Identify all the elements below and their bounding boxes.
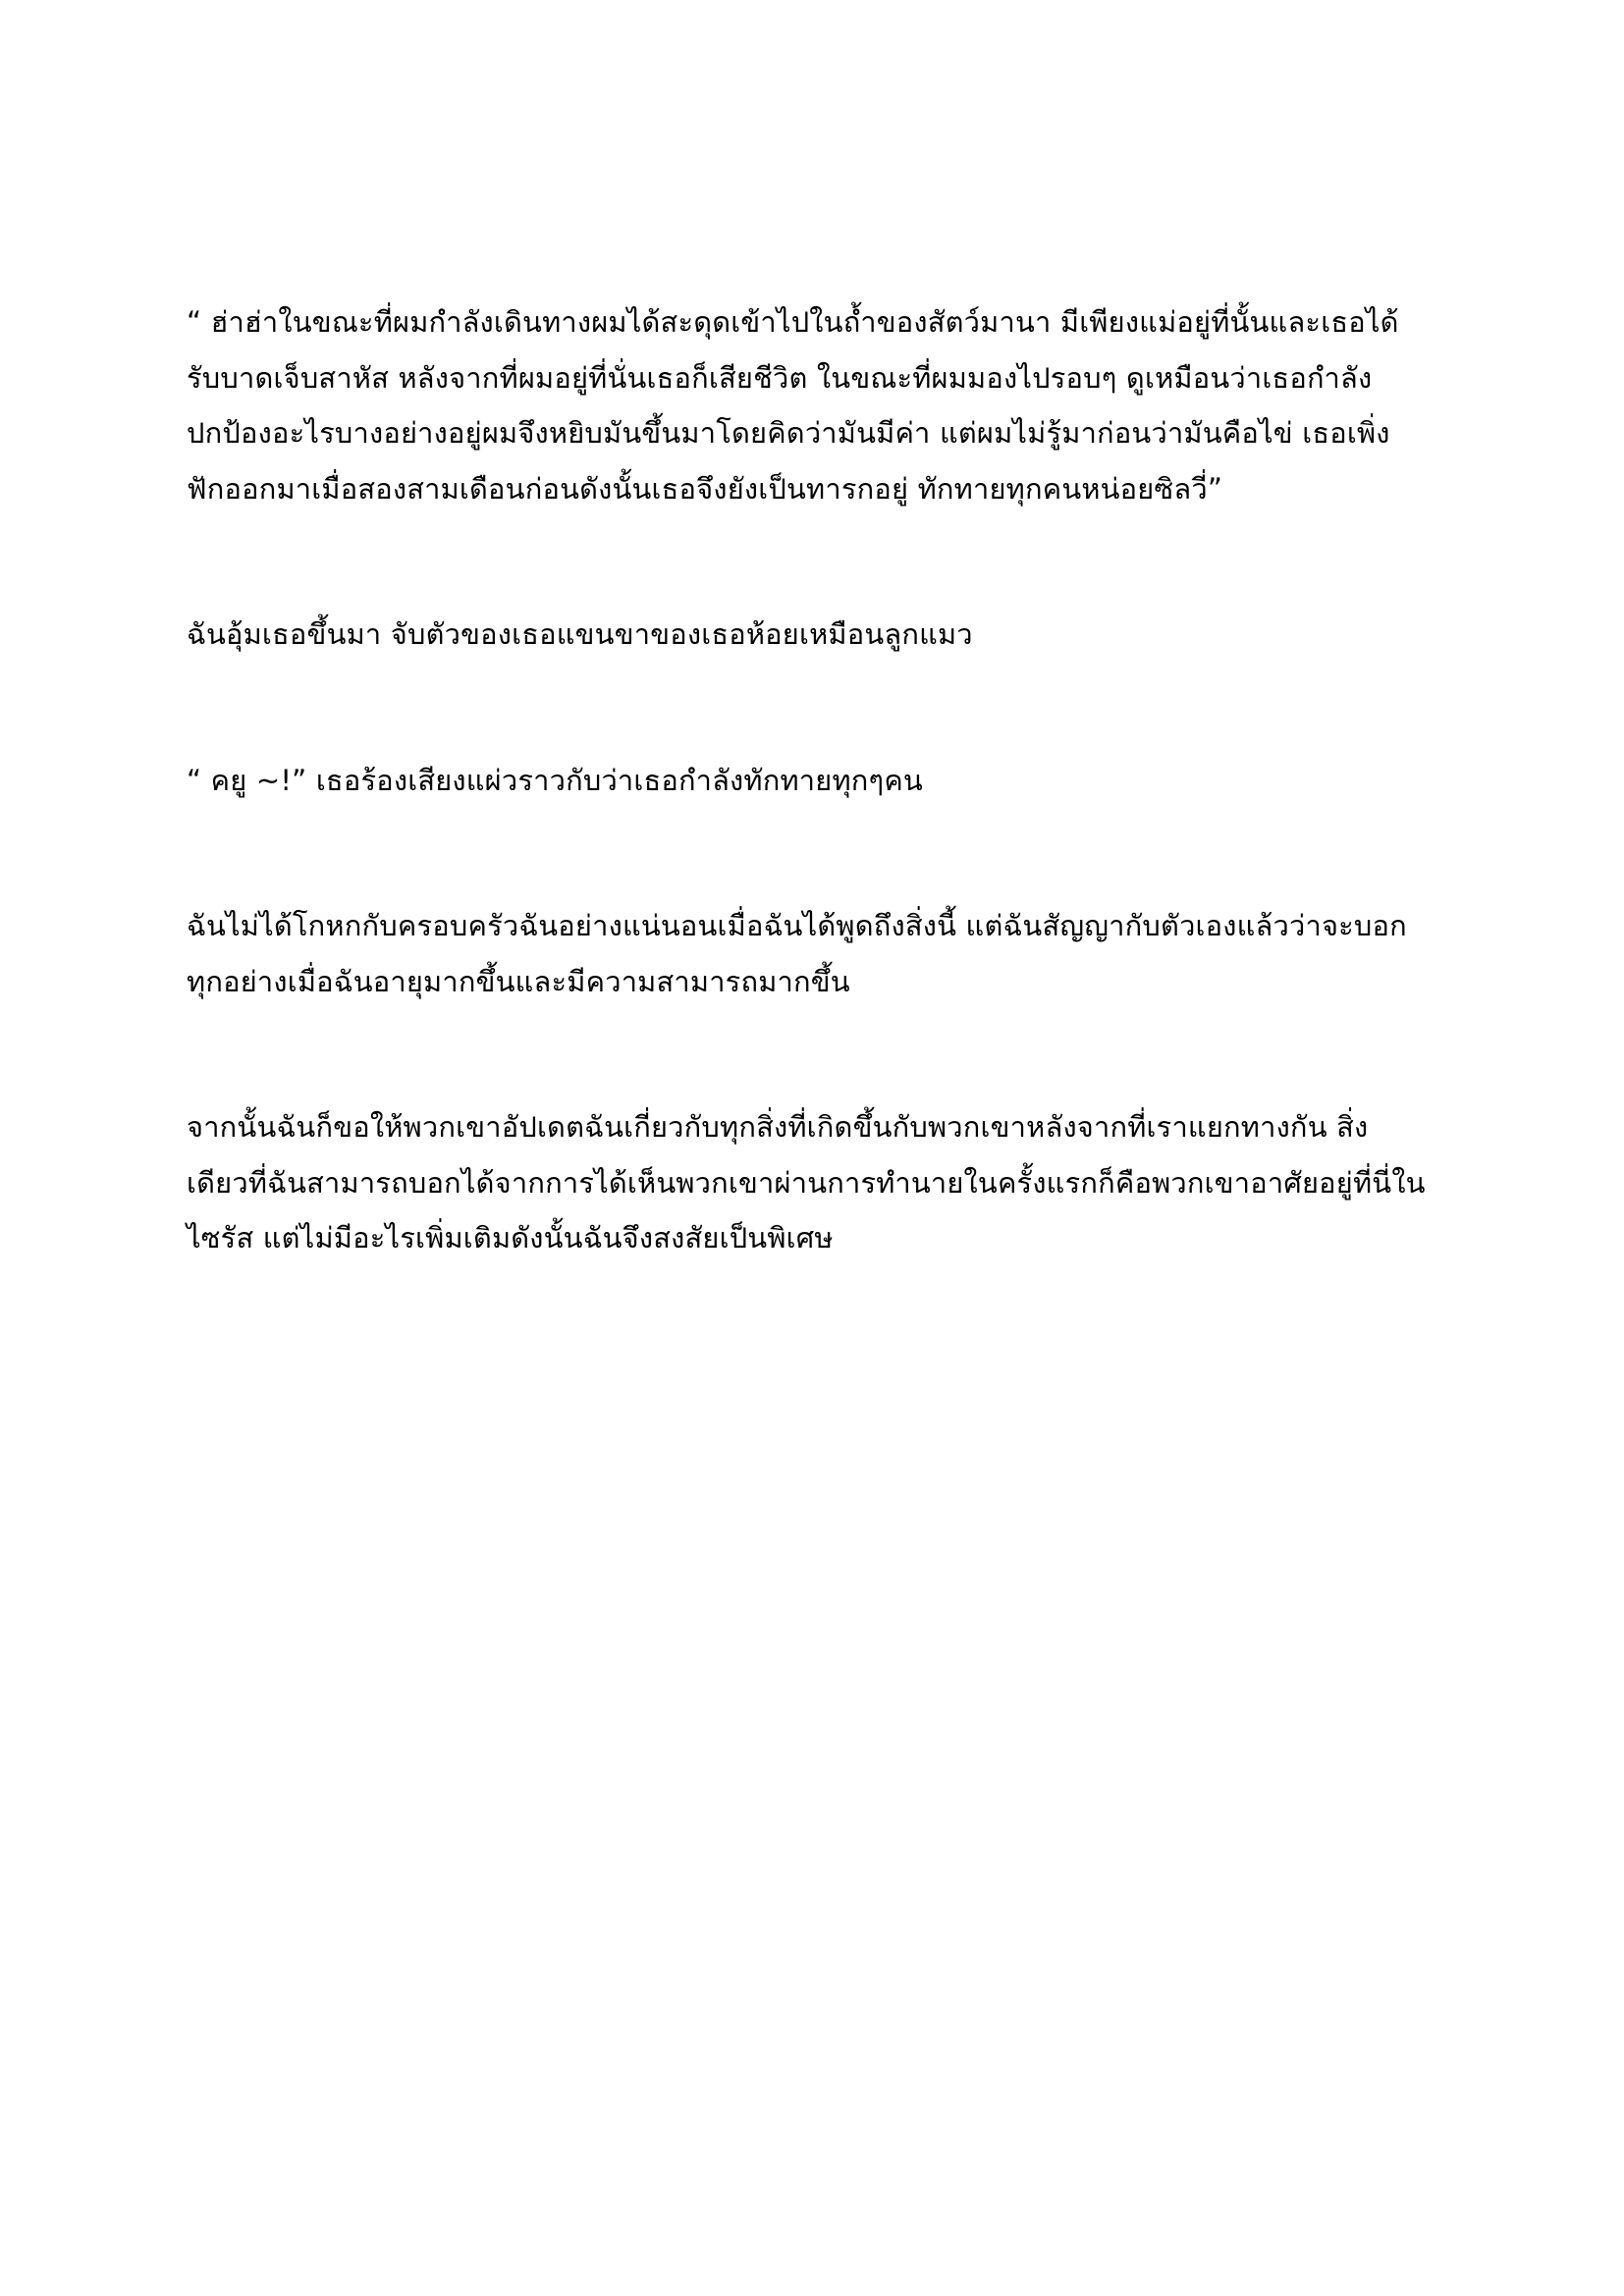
paragraph-3: “ คยู ~!” เธอร้องเสียงแผ่วราวกับว่าเธอกำลังทักทายทุกๆคน [187,763,923,797]
paragraph-4: ฉันไม่ได้โกหกกับครอบครัวฉันอย่างแน่นอนเมื่อฉันได้พูดถึงสิ่งนี้ แต่ฉันสัญญากับตัวเองแล้วว่าจะบอกทุกอย่างเมื่อฉันอายุมากขึ้นและมีความสามารถมากขึ้น [187,909,1407,998]
paragraph-2: ฉันอุ้มเธอขึ้นมา จับตัวของเธอแขนขาของเธอห้อยเหมือนลูกแมว [187,617,973,652]
paragraph-1: “ ฮ่าฮ่าในขณะที่ผมกำลังเดินทางผมได้สะดุดเข้าไปในถ้ำของสัตว์มานา มีเพียงแม่อยู่ที่นั้นและเธอได้รับบาดเจ็บสาหัส หลังจากที่ผมอยู่ที่นั่นเธอก็เสียชีวิต ในขณะที่ผมมองไปรอบๆ ดูเหมือนว่าเธอกำลังปกป้องอะไรบางอย่างอยู่ผมจึงหยิบมันขึ้นมาโดยคิดว่ามันมีค่า แต่ผมไม่รู้มาก่อนว่ามันคือไข่ เธอเพิ่งฟักออกมาเมื่อสองสามเดือนก่อนดังนั้นเธอจึงยังเป็นทารกอยู่ ทักทายทุกคนหน่อยซิลวี่” [187,305,1399,506]
paragraph-5: จากนั้นฉันก็ขอให้พวกเขาอัปเดตฉันเกี่ยวกับทุกสิ่งที่เกิดขึ้นกับพวกเขาหลังจากที่เราแยกทางกัน สิ่งเดียวที่ฉันสามารถบอกได้จากการได้เห็นพวกเขาผ่านการทำนายในครั้งแรกก็คือพวกเขาอาศัยอยู่ที่นี่ในไซรัส แต่ไม่มีอะไรเพิ่มเติมดังนั้นฉันจึงสงสัยเป็นพิเศษ [187,1110,1426,1255]
document-body [187,294,1428,1266]
